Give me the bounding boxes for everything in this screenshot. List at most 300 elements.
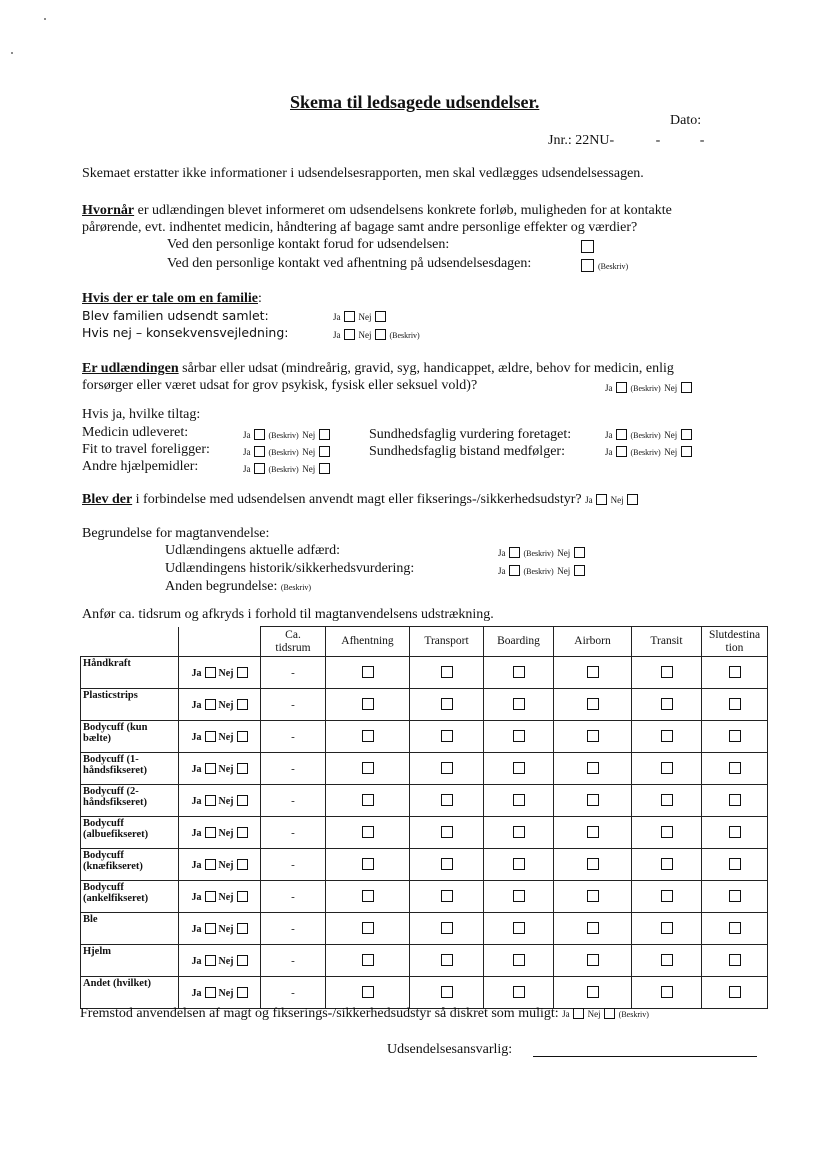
table-row xyxy=(81,721,768,753)
ja-label: Ja xyxy=(498,548,506,558)
phase-cell-afhentning xyxy=(326,881,410,913)
hvornaar-text: er udlændingen blevet informeret om udsendelsens konkrete forløb, muligheden for at kontakte xyxy=(134,203,672,218)
nej-label: Nej xyxy=(664,383,678,393)
nej-checkbox[interactable] xyxy=(237,827,248,838)
ja-checkbox[interactable] xyxy=(205,859,216,870)
signature-label: Udsendelsesansvarlig: xyxy=(387,1042,513,1057)
beskriv-label: (Beskriv) xyxy=(523,567,554,576)
airborn-checkbox[interactable] xyxy=(587,954,599,966)
beskriv-label: (Beskriv) xyxy=(630,431,661,440)
afhentning-checkbox[interactable] xyxy=(362,858,374,870)
row-label: Ble xyxy=(81,913,179,945)
ja-label: Ja xyxy=(333,312,341,322)
beskriv-label: (Beskriv) xyxy=(523,549,554,558)
ja-label: Ja xyxy=(191,699,202,711)
boarding-checkbox[interactable] xyxy=(513,826,525,838)
familie-colon: : xyxy=(258,291,262,306)
nej-checkbox[interactable] xyxy=(237,859,248,870)
transit-checkbox[interactable] xyxy=(661,762,673,774)
phase-cell-slutdestination xyxy=(702,721,768,753)
phase-cell-afhentning xyxy=(326,817,410,849)
ja-nej-cell xyxy=(179,785,261,817)
tiltag-heading: Hvis ja, hvilke tiltag: xyxy=(82,407,201,422)
transport-checkbox[interactable] xyxy=(441,858,453,870)
ja-nej-cell xyxy=(179,689,261,721)
tidsrum-dash: - xyxy=(291,858,295,871)
ja-label: Ja xyxy=(243,447,251,457)
phase-cell-afhentning xyxy=(326,977,410,1009)
tidsrum-cell[interactable] xyxy=(261,849,326,881)
airborn-checkbox[interactable] xyxy=(587,730,599,742)
row-label: Bodycuff (2-håndsfikseret) xyxy=(81,785,179,817)
airborn-checkbox[interactable] xyxy=(587,922,599,934)
ja-label: Ja xyxy=(605,447,613,457)
phase-cell-boarding xyxy=(484,849,554,881)
row-label: Bodycuff (knæfikseret) xyxy=(81,849,179,881)
beskriv-label: (Beskriv) xyxy=(618,1010,649,1019)
boarding-checkbox[interactable] xyxy=(513,954,525,966)
tidsrum-dash: - xyxy=(291,890,295,903)
tidsrum-cell[interactable] xyxy=(261,913,326,945)
tidsrum-cell[interactable] xyxy=(261,721,326,753)
ja-checkbox[interactable] xyxy=(509,565,520,576)
nej-checkbox[interactable] xyxy=(681,382,692,393)
afhentning-checkbox[interactable] xyxy=(362,826,374,838)
afhentning-checkbox[interactable] xyxy=(362,666,374,678)
hvornaar-lead: Hvornår xyxy=(82,203,135,218)
begrundelse-item-3 xyxy=(165,579,311,595)
nej-checkbox[interactable] xyxy=(237,955,248,966)
slutdestination-checkbox[interactable] xyxy=(729,730,741,742)
airborn-checkbox[interactable] xyxy=(587,826,599,838)
tidsrum-dash: - xyxy=(291,922,295,935)
boarding-checkbox[interactable] xyxy=(513,762,525,774)
afhentning-checkbox[interactable] xyxy=(362,890,374,902)
beskriv-label: (Beskriv) xyxy=(268,448,299,457)
begrundelse-item-1-answers xyxy=(498,545,585,561)
ja-checkbox[interactable] xyxy=(205,699,216,710)
transit-checkbox[interactable] xyxy=(661,698,673,710)
slutdestination-checkbox[interactable] xyxy=(729,922,741,934)
airborn-checkbox[interactable] xyxy=(587,890,599,902)
row-label: Hjelm xyxy=(81,945,179,977)
phase-cell-transport xyxy=(410,913,484,945)
scan-speck xyxy=(44,18,46,20)
begrundelse-heading: Begrundelse for magtanvendelse: xyxy=(82,526,270,541)
transit-checkbox[interactable] xyxy=(661,794,673,806)
tiltag-left-3-answers xyxy=(243,461,330,477)
nej-label: Nej xyxy=(557,548,571,558)
phase-cell-transport xyxy=(410,945,484,977)
scan-speck xyxy=(11,52,13,54)
nej-checkbox[interactable] xyxy=(574,565,585,576)
row-label: Bodycuff (ankelfikseret) xyxy=(81,881,179,913)
nej-label: Nej xyxy=(664,447,678,457)
ja-nej-cell xyxy=(179,849,261,881)
nej-checkbox[interactable] xyxy=(237,987,248,998)
phase-cell-transport xyxy=(410,977,484,1009)
tiltag-right-1: Sundhedsfaglig vurdering foretaget: xyxy=(369,427,572,442)
familie-q2-answers xyxy=(333,327,420,343)
tiltag-left-1-answers xyxy=(243,427,330,443)
nej-label: Nej xyxy=(218,891,234,903)
transit-checkbox[interactable] xyxy=(661,922,673,934)
ja-checkbox[interactable] xyxy=(254,463,265,474)
header-transport: Transport xyxy=(410,627,484,657)
transit-checkbox[interactable] xyxy=(661,730,673,742)
row-label: Håndkraft xyxy=(81,657,179,689)
boarding-checkbox[interactable] xyxy=(513,858,525,870)
diskret-question xyxy=(80,1006,649,1022)
phase-cell-transport xyxy=(410,849,484,881)
afhentning-checkbox[interactable] xyxy=(362,698,374,710)
phase-cell-slutdestination xyxy=(702,977,768,1009)
nej-checkbox[interactable] xyxy=(375,311,386,322)
signature-line[interactable] xyxy=(533,1056,757,1057)
slutdestination-checkbox[interactable] xyxy=(729,826,741,838)
transport-checkbox[interactable] xyxy=(441,730,453,742)
magt-text: i forbindelse med udsendelsen anvendt magt eller fikserings-/sikkerhedsudstyr? xyxy=(132,492,582,507)
tidsrum-dash: - xyxy=(291,698,295,711)
journal-number xyxy=(548,133,704,149)
ja-checkbox[interactable] xyxy=(344,311,355,322)
hvornaar-option-2: Ved den personlige kontakt ved afhentning på udsendelsesdagen: xyxy=(167,256,532,271)
table-row xyxy=(81,753,768,785)
tiltag-left-3: Andre hjælpemidler: xyxy=(82,459,199,474)
nej-checkbox[interactable] xyxy=(237,763,248,774)
phase-cell-transit xyxy=(632,785,702,817)
phase-cell-afhentning xyxy=(326,785,410,817)
nej-checkbox[interactable] xyxy=(237,795,248,806)
slutdestination-checkbox[interactable] xyxy=(729,698,741,710)
ja-checkbox[interactable] xyxy=(616,446,627,457)
begrundelse-item-2-answers xyxy=(498,563,585,579)
hvornaar-checkbox-1[interactable] xyxy=(581,240,594,253)
nej-label: Nej xyxy=(218,987,234,999)
table-row xyxy=(81,785,768,817)
phase-cell-slutdestination xyxy=(702,753,768,785)
tidsrum-cell[interactable] xyxy=(261,817,326,849)
saarbar-text: sårbar eller udsat (mindreårig, gravid, syg, handicappet, ældre, behov for medicin, enlig xyxy=(178,361,674,376)
nej-checkbox[interactable] xyxy=(574,547,585,558)
nej-label: Nej xyxy=(664,430,678,440)
phase-cell-transit xyxy=(632,753,702,785)
begrundelse-item-1: Udlændingens aktuelle adfærd: xyxy=(165,543,340,558)
phase-cell-airborn xyxy=(554,689,632,721)
nej-checkbox[interactable] xyxy=(237,731,248,742)
journal-label: Jnr.: 22NU- xyxy=(548,133,615,148)
ja-nej-cell xyxy=(179,881,261,913)
phase-cell-afhentning xyxy=(326,945,410,977)
phase-cell-transit xyxy=(632,689,702,721)
magt-question xyxy=(82,492,638,508)
ja-label: Ja xyxy=(243,464,251,474)
ja-label: Ja xyxy=(191,731,202,743)
intro-text: Skemaet erstatter ikke informationer i udsendelsesrapporten, men skal vedlægges udsendelsessagen. xyxy=(82,166,644,181)
tidsrum-cell[interactable] xyxy=(261,881,326,913)
ja-label: Ja xyxy=(191,987,202,999)
restraint-table xyxy=(80,626,768,1009)
airborn-checkbox[interactable] xyxy=(587,858,599,870)
phase-cell-airborn xyxy=(554,721,632,753)
airborn-checkbox[interactable] xyxy=(587,666,599,678)
nej-checkbox[interactable] xyxy=(319,463,330,474)
transport-checkbox[interactable] xyxy=(441,890,453,902)
beskriv-label: (Beskriv) xyxy=(630,384,661,393)
nej-checkbox[interactable] xyxy=(319,429,330,440)
phase-cell-slutdestination xyxy=(702,689,768,721)
transit-checkbox[interactable] xyxy=(661,826,673,838)
ja-label: Ja xyxy=(585,495,593,505)
tidsrum-cell[interactable] xyxy=(261,753,326,785)
ja-label: Ja xyxy=(333,330,341,340)
ja-checkbox[interactable] xyxy=(344,329,355,340)
phase-cell-transport xyxy=(410,689,484,721)
table-row xyxy=(81,657,768,689)
afhentning-checkbox[interactable] xyxy=(362,954,374,966)
nej-checkbox[interactable] xyxy=(237,891,248,902)
tiltag-left-2-answers xyxy=(243,444,330,460)
familie-q1-answers xyxy=(333,309,386,325)
nej-checkbox[interactable] xyxy=(681,429,692,440)
afhentning-checkbox[interactable] xyxy=(362,986,374,998)
hvornaar-option-1: Ved den personlige kontakt forud for udsendelsen: xyxy=(167,237,450,252)
ja-label: Ja xyxy=(191,763,202,775)
boarding-checkbox[interactable] xyxy=(513,698,525,710)
ja-checkbox[interactable] xyxy=(205,763,216,774)
hvornaar-checkbox-2[interactable] xyxy=(581,259,594,272)
ja-checkbox[interactable] xyxy=(205,891,216,902)
afhentning-checkbox[interactable] xyxy=(362,794,374,806)
ja-label: Ja xyxy=(605,383,613,393)
phase-cell-transport xyxy=(410,881,484,913)
phase-cell-boarding xyxy=(484,881,554,913)
phase-cell-afhentning xyxy=(326,849,410,881)
saarbar-line1 xyxy=(82,361,674,377)
phase-cell-airborn xyxy=(554,657,632,689)
phase-cell-transport xyxy=(410,657,484,689)
phase-cell-airborn xyxy=(554,881,632,913)
nej-checkbox[interactable] xyxy=(237,699,248,710)
slutdestination-checkbox[interactable] xyxy=(729,986,741,998)
ja-checkbox[interactable] xyxy=(205,795,216,806)
nej-label: Nej xyxy=(218,955,234,967)
boarding-checkbox[interactable] xyxy=(513,890,525,902)
phase-cell-transit xyxy=(632,977,702,1009)
ja-checkbox[interactable] xyxy=(205,731,216,742)
begrundelse-item-3-label: Anden begrundelse: xyxy=(165,579,278,594)
tidsrum-dash: - xyxy=(291,826,295,839)
tidsrum-dash: - xyxy=(291,794,295,807)
transport-checkbox[interactable] xyxy=(441,986,453,998)
transport-checkbox[interactable] xyxy=(441,666,453,678)
phase-cell-transport xyxy=(410,817,484,849)
beskriv-label: (Beskriv) xyxy=(268,431,299,440)
phase-cell-slutdestination xyxy=(702,657,768,689)
ja-checkbox[interactable] xyxy=(205,667,216,678)
ja-checkbox[interactable] xyxy=(573,1008,584,1019)
nej-label: Nej xyxy=(218,731,234,743)
phase-cell-boarding xyxy=(484,689,554,721)
ja-checkbox[interactable] xyxy=(596,494,607,505)
row-label: Andet (hvilket) xyxy=(81,977,179,1009)
tidsrum-cell[interactable] xyxy=(261,945,326,977)
phase-cell-boarding xyxy=(484,753,554,785)
ja-checkbox[interactable] xyxy=(254,446,265,457)
tidsrum-cell[interactable] xyxy=(261,657,326,689)
ja-checkbox[interactable] xyxy=(205,987,216,998)
slutdestination-checkbox[interactable] xyxy=(729,666,741,678)
tidsrum-cell[interactable] xyxy=(261,785,326,817)
ja-checkbox[interactable] xyxy=(205,827,216,838)
table-row xyxy=(81,849,768,881)
transit-checkbox[interactable] xyxy=(661,666,673,678)
nej-label: Nej xyxy=(218,859,234,871)
table-row xyxy=(81,817,768,849)
phase-cell-transit xyxy=(632,849,702,881)
slutdestination-checkbox[interactable] xyxy=(729,794,741,806)
nej-checkbox[interactable] xyxy=(627,494,638,505)
ja-checkbox[interactable] xyxy=(616,429,627,440)
nej-label: Nej xyxy=(218,795,234,807)
ja-label: Ja xyxy=(562,1009,570,1019)
nej-checkbox[interactable] xyxy=(237,923,248,934)
ja-label: Ja xyxy=(191,923,202,935)
page-title: Skema til ledsagede udsendelser. xyxy=(290,92,540,112)
ja-nej-cell xyxy=(179,657,261,689)
transport-checkbox[interactable] xyxy=(441,954,453,966)
boarding-checkbox[interactable] xyxy=(513,794,525,806)
phase-cell-afhentning xyxy=(326,721,410,753)
ja-nej-cell xyxy=(179,913,261,945)
afhentning-checkbox[interactable] xyxy=(362,730,374,742)
phase-cell-afhentning xyxy=(326,913,410,945)
ja-checkbox[interactable] xyxy=(509,547,520,558)
phase-cell-boarding xyxy=(484,945,554,977)
phase-cell-boarding xyxy=(484,721,554,753)
nej-checkbox[interactable] xyxy=(319,446,330,457)
hvornaar-line2: pårørende, evt. indhentet medicin, håndtering af bagage samt andre personlige effekter og værdier? xyxy=(82,220,638,235)
phase-cell-boarding xyxy=(484,785,554,817)
ja-label: Ja xyxy=(191,891,202,903)
phase-cell-slutdestination xyxy=(702,913,768,945)
ja-checkbox[interactable] xyxy=(205,923,216,934)
tidsrum-dash: - xyxy=(291,666,295,679)
nej-label: Nej xyxy=(302,430,316,440)
ja-checkbox[interactable] xyxy=(205,955,216,966)
table-row xyxy=(81,913,768,945)
magt-lead: Blev der xyxy=(82,492,133,507)
nej-label: Nej xyxy=(557,566,571,576)
slutdestination-checkbox[interactable] xyxy=(729,858,741,870)
transport-checkbox[interactable] xyxy=(441,922,453,934)
tidsrum-dash: - xyxy=(291,954,295,967)
nej-label: Nej xyxy=(218,667,234,679)
journal-dash: - xyxy=(699,133,705,148)
transport-checkbox[interactable] xyxy=(441,826,453,838)
airborn-checkbox[interactable] xyxy=(587,986,599,998)
tiltag-right-2: Sundhedsfaglig bistand medfølger: xyxy=(369,444,565,459)
ja-checkbox[interactable] xyxy=(616,382,627,393)
row-label: Bodycuff (1-håndsfikseret) xyxy=(81,753,179,785)
transport-checkbox[interactable] xyxy=(441,794,453,806)
ja-checkbox[interactable] xyxy=(254,429,265,440)
afhentning-checkbox[interactable] xyxy=(362,762,374,774)
nej-checkbox[interactable] xyxy=(237,667,248,678)
tiltag-right-1-answers xyxy=(605,427,692,443)
nej-label: Nej xyxy=(610,495,624,505)
phase-cell-afhentning xyxy=(326,753,410,785)
familie-heading-text: Hvis der er tale om en familie xyxy=(82,291,258,306)
tidsrum-dash: - xyxy=(291,762,295,775)
slutdestination-checkbox[interactable] xyxy=(729,890,741,902)
ja-nej-cell xyxy=(179,721,261,753)
phase-cell-transit xyxy=(632,721,702,753)
familie-q1: Blev familien udsendt samlet: xyxy=(82,308,269,323)
transport-checkbox[interactable] xyxy=(441,762,453,774)
phase-cell-slutdestination xyxy=(702,785,768,817)
ja-nej-cell xyxy=(179,977,261,1009)
nej-checkbox[interactable] xyxy=(681,446,692,457)
boarding-checkbox[interactable] xyxy=(513,730,525,742)
hvornaar-beskriv: (Beskriv) xyxy=(598,262,629,271)
airborn-checkbox[interactable] xyxy=(587,698,599,710)
phase-cell-afhentning xyxy=(326,689,410,721)
nej-label: Nej xyxy=(218,827,234,839)
slutdestination-checkbox[interactable] xyxy=(729,954,741,966)
airborn-checkbox[interactable] xyxy=(587,762,599,774)
nej-label: Nej xyxy=(358,312,372,322)
nej-label: Nej xyxy=(218,923,234,935)
hvornaar-line1 xyxy=(82,203,672,219)
slutdestination-checkbox[interactable] xyxy=(729,762,741,774)
table-row xyxy=(81,977,768,1009)
phase-cell-airborn xyxy=(554,977,632,1009)
tiltag-left-1: Medicin udleveret: xyxy=(82,425,189,440)
ja-label: Ja xyxy=(498,566,506,576)
header-tidsrum: Ca. tidsrum xyxy=(261,627,326,657)
boarding-checkbox[interactable] xyxy=(513,986,525,998)
beskriv-label: (Beskriv) xyxy=(389,331,420,340)
tiltag-left-2: Fit to travel foreligger: xyxy=(82,442,210,457)
boarding-checkbox[interactable] xyxy=(513,922,525,934)
table-row xyxy=(81,689,768,721)
afhentning-checkbox[interactable] xyxy=(362,922,374,934)
phase-cell-transit xyxy=(632,945,702,977)
transit-checkbox[interactable] xyxy=(661,890,673,902)
transit-checkbox[interactable] xyxy=(661,986,673,998)
boarding-checkbox[interactable] xyxy=(513,666,525,678)
phase-cell-transport xyxy=(410,721,484,753)
date-label: Dato: xyxy=(670,113,702,128)
journal-dash: - xyxy=(655,133,661,148)
airborn-checkbox[interactable] xyxy=(587,794,599,806)
begrundelse-item-2: Udlændingens historik/sikkerhedsvurdering: xyxy=(165,561,415,576)
transit-checkbox[interactable] xyxy=(661,858,673,870)
table-row xyxy=(81,945,768,977)
transport-checkbox[interactable] xyxy=(441,698,453,710)
nej-checkbox[interactable] xyxy=(604,1008,615,1019)
transit-checkbox[interactable] xyxy=(661,954,673,966)
header-boarding: Boarding xyxy=(484,627,554,657)
saarbar-answers xyxy=(605,380,692,396)
tidsrum-cell[interactable] xyxy=(261,977,326,1009)
ja-label: Ja xyxy=(191,795,202,807)
table-row xyxy=(81,881,768,913)
nej-checkbox[interactable] xyxy=(375,329,386,340)
tidsrum-cell[interactable] xyxy=(261,689,326,721)
ja-label: Ja xyxy=(191,667,202,679)
